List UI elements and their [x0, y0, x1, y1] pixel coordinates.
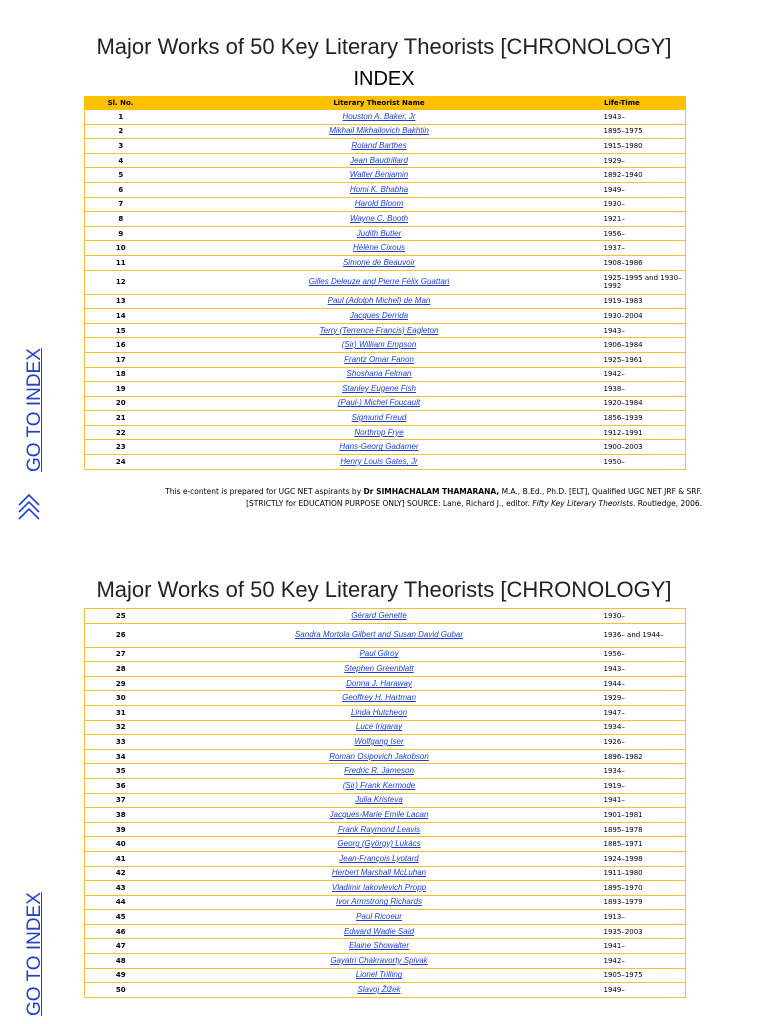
- table-row: [85, 983, 686, 998]
- life-time-cell: 1905–1975: [602, 968, 686, 983]
- life-time-cell: 1949–: [602, 182, 686, 197]
- theorist-link[interactable]: Ivor Armstrong Richards: [336, 897, 422, 907]
- theorist-link[interactable]: Geoffrey H. Hartman: [342, 693, 416, 703]
- life-time-cell: 1949–: [602, 983, 686, 998]
- row-number: 15: [85, 323, 157, 338]
- page-title-2: Major Works of 50 Key Literary Theorists [CHRONOLOGY]: [96, 577, 672, 602]
- row-number: 12: [85, 270, 157, 294]
- theorist-link[interactable]: Stanley Eugene Fish: [342, 383, 416, 393]
- theorist-name-cell: [157, 609, 602, 624]
- theorist-name-cell: [157, 983, 602, 998]
- row-number: 3: [85, 139, 157, 154]
- table-row: [85, 910, 686, 925]
- row-number: 7: [85, 197, 157, 212]
- row-number: 34: [85, 749, 157, 764]
- row-number: 29: [85, 676, 157, 691]
- row-number: 28: [85, 662, 157, 677]
- theorist-link[interactable]: Vladimir Iakovlevich Propp: [331, 882, 427, 892]
- theorist-link[interactable]: Simone de Beauvoir: [342, 257, 416, 267]
- life-time-cell: 1913–: [602, 910, 686, 925]
- life-time-cell: 1938–: [602, 382, 686, 397]
- row-number: 22: [85, 425, 157, 440]
- life-time-cell: 1943–: [602, 110, 686, 125]
- table-row: [85, 455, 686, 470]
- theorist-name-cell: [157, 735, 602, 750]
- life-time-cell: 1950–: [602, 455, 686, 470]
- table-row: [85, 623, 686, 647]
- theorist-link[interactable]: Stephen Greenblatt: [344, 663, 414, 673]
- credit-line-2: [60, 498, 702, 510]
- row-number: 25: [85, 609, 157, 624]
- life-time-cell: 1929–: [602, 691, 686, 706]
- row-number: 5: [85, 168, 157, 183]
- theorist-link[interactable]: Homi K. Bhabha: [349, 184, 409, 194]
- theorist-name-cell: [157, 881, 602, 896]
- life-time-cell: 1947–: [602, 705, 686, 720]
- table-row: [85, 691, 686, 706]
- theorist-name-cell: [157, 338, 602, 353]
- table-row: [85, 367, 686, 382]
- theorist-name-cell: [157, 720, 602, 735]
- theorist-link[interactable]: Roland Barthes: [351, 140, 407, 150]
- row-number: 48: [85, 954, 157, 969]
- table-row: [85, 212, 686, 227]
- table-row: [85, 837, 686, 852]
- row-number: 14: [85, 309, 157, 324]
- go-to-index-link-2[interactable]: GO TO INDEX: [24, 892, 45, 1016]
- table-row: [85, 110, 686, 125]
- row-number: 17: [85, 352, 157, 367]
- row-number: 11: [85, 255, 157, 270]
- row-number: 37: [85, 793, 157, 808]
- life-time-cell: 1896–1982: [602, 749, 686, 764]
- theorist-link[interactable]: (Sir) Frank Kermode: [342, 780, 416, 790]
- table-row: [85, 735, 686, 750]
- table-row: [85, 226, 686, 241]
- table-row: [85, 822, 686, 837]
- theorist-link[interactable]: Linda Hutcheon: [350, 707, 408, 717]
- life-time-cell: 1956–: [602, 647, 686, 662]
- index-table: [84, 96, 686, 470]
- table-row: [85, 197, 686, 212]
- credit-prefix: This e-content is prepared for UGC NET aspirants by: [165, 487, 362, 496]
- theorist-link[interactable]: Paul Gilroy: [359, 649, 399, 659]
- theorist-link[interactable]: Lionel Trilling: [355, 970, 403, 980]
- row-number: 2: [85, 124, 157, 139]
- table-row: [85, 309, 686, 324]
- table-row: [85, 440, 686, 455]
- theorist-link[interactable]: Houston A. Baker, Jr: [342, 111, 416, 121]
- row-number: 4: [85, 153, 157, 168]
- table-row: [85, 647, 686, 662]
- column-header-life-time: Life-Time: [602, 97, 686, 110]
- table-row: [85, 705, 686, 720]
- table-row: [85, 168, 686, 183]
- theorist-name-cell: [157, 647, 602, 662]
- theorist-name-cell: [157, 110, 602, 125]
- theorist-name-cell: [157, 793, 602, 808]
- theorist-name-cell: [157, 197, 602, 212]
- table-row: [85, 749, 686, 764]
- row-number: 8: [85, 212, 157, 227]
- life-time-cell: 1893–1979: [602, 895, 686, 910]
- row-number: 44: [85, 895, 157, 910]
- table-row: [85, 924, 686, 939]
- row-number: 46: [85, 924, 157, 939]
- table-row: [85, 939, 686, 954]
- life-time-cell: 1936– and 1944–: [602, 623, 686, 647]
- life-time-cell: 1925–1995 and 1930–1992: [602, 270, 686, 294]
- table-row: [85, 294, 686, 309]
- theorist-name-cell: [157, 778, 602, 793]
- row-number: 10: [85, 241, 157, 256]
- theorist-link[interactable]: Luce Irigaray: [355, 722, 403, 732]
- row-number: 33: [85, 735, 157, 750]
- theorist-name-cell: [157, 352, 602, 367]
- row-number: 47: [85, 939, 157, 954]
- table-row: [85, 182, 686, 197]
- row-number: 21: [85, 411, 157, 426]
- theorist-name-cell: [157, 910, 602, 925]
- row-number: 35: [85, 764, 157, 779]
- index-table-continued: [84, 608, 686, 998]
- theorist-link[interactable]: Frantz Omar Fanon: [344, 354, 414, 364]
- life-time-cell: 1921–: [602, 212, 686, 227]
- theorist-link[interactable]: Herbert Marshall McLuhan: [331, 868, 427, 878]
- life-time-cell: 1908–1986: [602, 255, 686, 270]
- credit-author: Dr SIMHACHALAM THAMARANA,: [363, 487, 500, 496]
- life-time-cell: 1924–1998: [602, 851, 686, 866]
- row-number: 9: [85, 226, 157, 241]
- theorist-name-cell: [157, 294, 602, 309]
- theorist-name-cell: [157, 124, 602, 139]
- theorist-name-cell: [157, 837, 602, 852]
- theorist-name-cell: [157, 139, 602, 154]
- theorist-name-cell: [157, 182, 602, 197]
- life-time-cell: 1901–1981: [602, 808, 686, 823]
- life-time-cell: 1885–1971: [602, 837, 686, 852]
- theorist-link[interactable]: Julia Kristeva: [355, 795, 403, 805]
- life-time-cell: 1920–1984: [602, 396, 686, 411]
- row-number: 16: [85, 338, 157, 353]
- life-time-cell: 1934–: [602, 720, 686, 735]
- table-row: [85, 851, 686, 866]
- table-row: [85, 881, 686, 896]
- table-row: [85, 338, 686, 353]
- theorist-link[interactable]: Hélène Cixous: [352, 243, 406, 253]
- table-row: [85, 676, 686, 691]
- theorist-link[interactable]: Wayne C. Booth: [349, 213, 409, 223]
- theorist-name-cell: [157, 153, 602, 168]
- row-number: 20: [85, 396, 157, 411]
- life-time-cell: 1934–: [602, 764, 686, 779]
- theorist-name-cell: [157, 440, 602, 455]
- theorist-name-cell: [157, 705, 602, 720]
- theorist-name-cell: [157, 623, 602, 647]
- theorist-link[interactable]: Sigmund Freud: [351, 413, 407, 423]
- theorist-name-cell: [157, 676, 602, 691]
- theorist-link[interactable]: Jacques-Marie Emile Lacan: [329, 809, 429, 819]
- theorist-name-cell: [157, 662, 602, 677]
- theorist-link[interactable]: Jean-François Lyotard: [339, 853, 419, 863]
- theorist-name-cell: [157, 764, 602, 779]
- row-number: 50: [85, 983, 157, 998]
- page-title: Major Works of 50 Key Literary Theorists [CHRONOLOGY]: [96, 34, 672, 59]
- row-number: 6: [85, 182, 157, 197]
- table-row: [85, 866, 686, 881]
- table-row: [85, 255, 686, 270]
- life-time-cell: 1944–: [602, 676, 686, 691]
- row-number: 31: [85, 705, 157, 720]
- theorist-link[interactable]: Roman Osipovich Jakobson: [329, 751, 429, 761]
- life-time-cell: 1925–1961: [602, 352, 686, 367]
- table-row: [85, 425, 686, 440]
- theorist-link[interactable]: Elaine Showalter: [348, 941, 410, 951]
- theorist-link[interactable]: Jean Baudrillard: [350, 155, 408, 165]
- life-time-cell: 1895–1970: [602, 881, 686, 896]
- life-time-cell: 1942–: [602, 367, 686, 382]
- theorist-name-cell: [157, 749, 602, 764]
- theorist-name-cell: [157, 168, 602, 183]
- life-time-cell: 1911–1980: [602, 866, 686, 881]
- row-number: 24: [85, 455, 157, 470]
- row-number: 38: [85, 808, 157, 823]
- double-chevron-up-icon[interactable]: [17, 492, 41, 522]
- theorist-name-cell: [157, 382, 602, 397]
- theorist-name-cell: [157, 411, 602, 426]
- table-row: [85, 411, 686, 426]
- table-row: [85, 764, 686, 779]
- theorist-name-cell: [157, 691, 602, 706]
- theorist-link[interactable]: Harold Bloom: [354, 199, 404, 209]
- theorist-name-cell: [157, 212, 602, 227]
- row-number: 26: [85, 623, 157, 647]
- life-time-cell: 1919–: [602, 778, 686, 793]
- row-number: 36: [85, 778, 157, 793]
- credit-note: [60, 486, 702, 510]
- life-time-cell: 1930–: [602, 609, 686, 624]
- table-row: [85, 662, 686, 677]
- theorist-name-cell: [157, 255, 602, 270]
- table-row: [85, 352, 686, 367]
- life-time-cell: 1926–: [602, 735, 686, 750]
- theorist-name-cell: [157, 323, 602, 338]
- table-row: [85, 895, 686, 910]
- table-row: [85, 793, 686, 808]
- index-heading: INDEX: [353, 68, 415, 90]
- life-time-cell: 1856–1939: [602, 411, 686, 426]
- theorist-link[interactable]: (Sir) William Empson: [341, 340, 417, 350]
- row-number: 43: [85, 881, 157, 896]
- theorist-link[interactable]: Gilles Deleuze and Pierre Félix Guattari: [308, 277, 450, 287]
- row-number: 49: [85, 968, 157, 983]
- life-time-cell: 1941–: [602, 939, 686, 954]
- theorist-name-cell: [157, 309, 602, 324]
- theorist-name-cell: [157, 939, 602, 954]
- table-row: [85, 323, 686, 338]
- theorist-name-cell: [157, 270, 602, 294]
- theorist-name-cell: [157, 895, 602, 910]
- theorist-link[interactable]: Northrop Frye: [354, 427, 404, 437]
- theorist-link[interactable]: Terry (Terrence Francis) Eagleton: [319, 325, 439, 335]
- life-time-cell: 1900–2003: [602, 440, 686, 455]
- theorist-name-cell: [157, 954, 602, 969]
- theorist-link[interactable]: Paul Ricoeur: [356, 912, 402, 922]
- theorist-link[interactable]: Georg (György) Lukács: [337, 839, 421, 849]
- credit-line-1: [60, 486, 702, 498]
- row-number: 18: [85, 367, 157, 382]
- theorist-link[interactable]: Paul (Adolph Michel) de Man: [327, 296, 431, 306]
- theorist-name-cell: [157, 866, 602, 881]
- life-time-cell: 1895–1975: [602, 124, 686, 139]
- theorist-link[interactable]: Edward Wadie Said: [343, 926, 415, 936]
- table-row: [85, 720, 686, 735]
- row-number: 19: [85, 382, 157, 397]
- table-row: [85, 153, 686, 168]
- row-number: 40: [85, 837, 157, 852]
- life-time-cell: 1915–1980: [602, 139, 686, 154]
- life-time-cell: 1930–: [602, 197, 686, 212]
- theorist-link[interactable]: Slavoj Žižek: [357, 985, 401, 995]
- table-row: [85, 968, 686, 983]
- life-time-cell: 1943–: [602, 662, 686, 677]
- theorist-link[interactable]: Donna J. Haraway: [346, 678, 412, 688]
- row-number: 1: [85, 110, 157, 125]
- row-number: 13: [85, 294, 157, 309]
- theorist-link[interactable]: Hans-Georg Gadamer: [339, 442, 419, 452]
- credit-qualifications: M.A., B.Ed., Ph.D. [ELT], Qualified UGC NET JRF & SRF.: [501, 487, 702, 496]
- life-time-cell: 1919–1983: [602, 294, 686, 309]
- theorist-link[interactable]: Jacques Derrida: [349, 310, 409, 320]
- row-number: 23: [85, 440, 157, 455]
- theorist-name-cell: [157, 822, 602, 837]
- life-time-cell: 1895–1978: [602, 822, 686, 837]
- theorist-name-cell: [157, 396, 602, 411]
- theorist-name-cell: [157, 226, 602, 241]
- theorist-link[interactable]: Frank Raymond Leavis: [337, 824, 421, 834]
- theorist-name-cell: [157, 808, 602, 823]
- theorist-link[interactable]: (Paul-) Michel Foucault: [337, 398, 421, 408]
- theorist-name-cell: [157, 968, 602, 983]
- row-number: 41: [85, 851, 157, 866]
- theorist-name-cell: [157, 851, 602, 866]
- table-row: [85, 139, 686, 154]
- row-number: 42: [85, 866, 157, 881]
- life-time-cell: 1892–1940: [602, 168, 686, 183]
- table-header-row: [85, 97, 686, 110]
- theorist-link[interactable]: Fredric R. Jameson: [344, 766, 414, 776]
- life-time-cell: 1906–1984: [602, 338, 686, 353]
- life-time-cell: 1912–1991: [602, 425, 686, 440]
- theorist-name-cell: [157, 241, 602, 256]
- go-to-index-link[interactable]: GO TO INDEX: [24, 348, 45, 472]
- table-row: [85, 609, 686, 624]
- row-number: 32: [85, 720, 157, 735]
- column-header-theorist-name: Literary Theorist Name: [157, 97, 602, 110]
- theorist-link[interactable]: Gayatri Chakravorty Spivak: [330, 955, 428, 965]
- table-row: [85, 808, 686, 823]
- theorist-name-cell: [157, 455, 602, 470]
- table-row: [85, 124, 686, 139]
- theorist-name-cell: [157, 367, 602, 382]
- row-number: 27: [85, 647, 157, 662]
- column-header-sl-no: Sl. No.: [85, 97, 157, 110]
- row-number: 30: [85, 691, 157, 706]
- table-row: [85, 396, 686, 411]
- row-number: 39: [85, 822, 157, 837]
- table-row: [85, 778, 686, 793]
- theorist-link[interactable]: Walter Benjamin: [349, 170, 409, 180]
- theorist-link[interactable]: Mikhail Mikhailovich Bakhtin: [329, 126, 429, 136]
- life-time-cell: 1937–: [602, 241, 686, 256]
- credit-book: Fifty Key Literary Theorists: [532, 499, 633, 508]
- table-row: [85, 241, 686, 256]
- life-time-cell: 1935–2003: [602, 924, 686, 939]
- life-time-cell: 1942–: [602, 954, 686, 969]
- theorist-name-cell: [157, 924, 602, 939]
- life-time-cell: 1956–: [602, 226, 686, 241]
- theorist-link[interactable]: Shoshana Felman: [346, 369, 412, 379]
- life-time-cell: 1930–2004: [602, 309, 686, 324]
- theorist-link[interactable]: Gérard Genette: [351, 610, 407, 620]
- theorist-link[interactable]: Judith Butler: [356, 228, 402, 238]
- theorist-link[interactable]: Sandra Mortola Gilbert and Susan David Gubar: [294, 630, 464, 640]
- table-row: [85, 382, 686, 397]
- theorist-link[interactable]: Henry Louis Gates, Jr: [340, 456, 418, 466]
- theorist-link[interactable]: Wolfgang Iser: [354, 736, 404, 746]
- credit-source: [STRICTLY for EDUCATION PURPOSE ONLY] SOURCE: Lane, Richard J., editor.: [246, 499, 530, 508]
- table-row: [85, 270, 686, 294]
- row-number: 45: [85, 910, 157, 925]
- life-time-cell: 1929–: [602, 153, 686, 168]
- table-row: [85, 954, 686, 969]
- life-time-cell: 1943–: [602, 323, 686, 338]
- credit-suffix: . Routledge, 2006.: [633, 499, 702, 508]
- theorist-name-cell: [157, 425, 602, 440]
- life-time-cell: 1941–: [602, 793, 686, 808]
